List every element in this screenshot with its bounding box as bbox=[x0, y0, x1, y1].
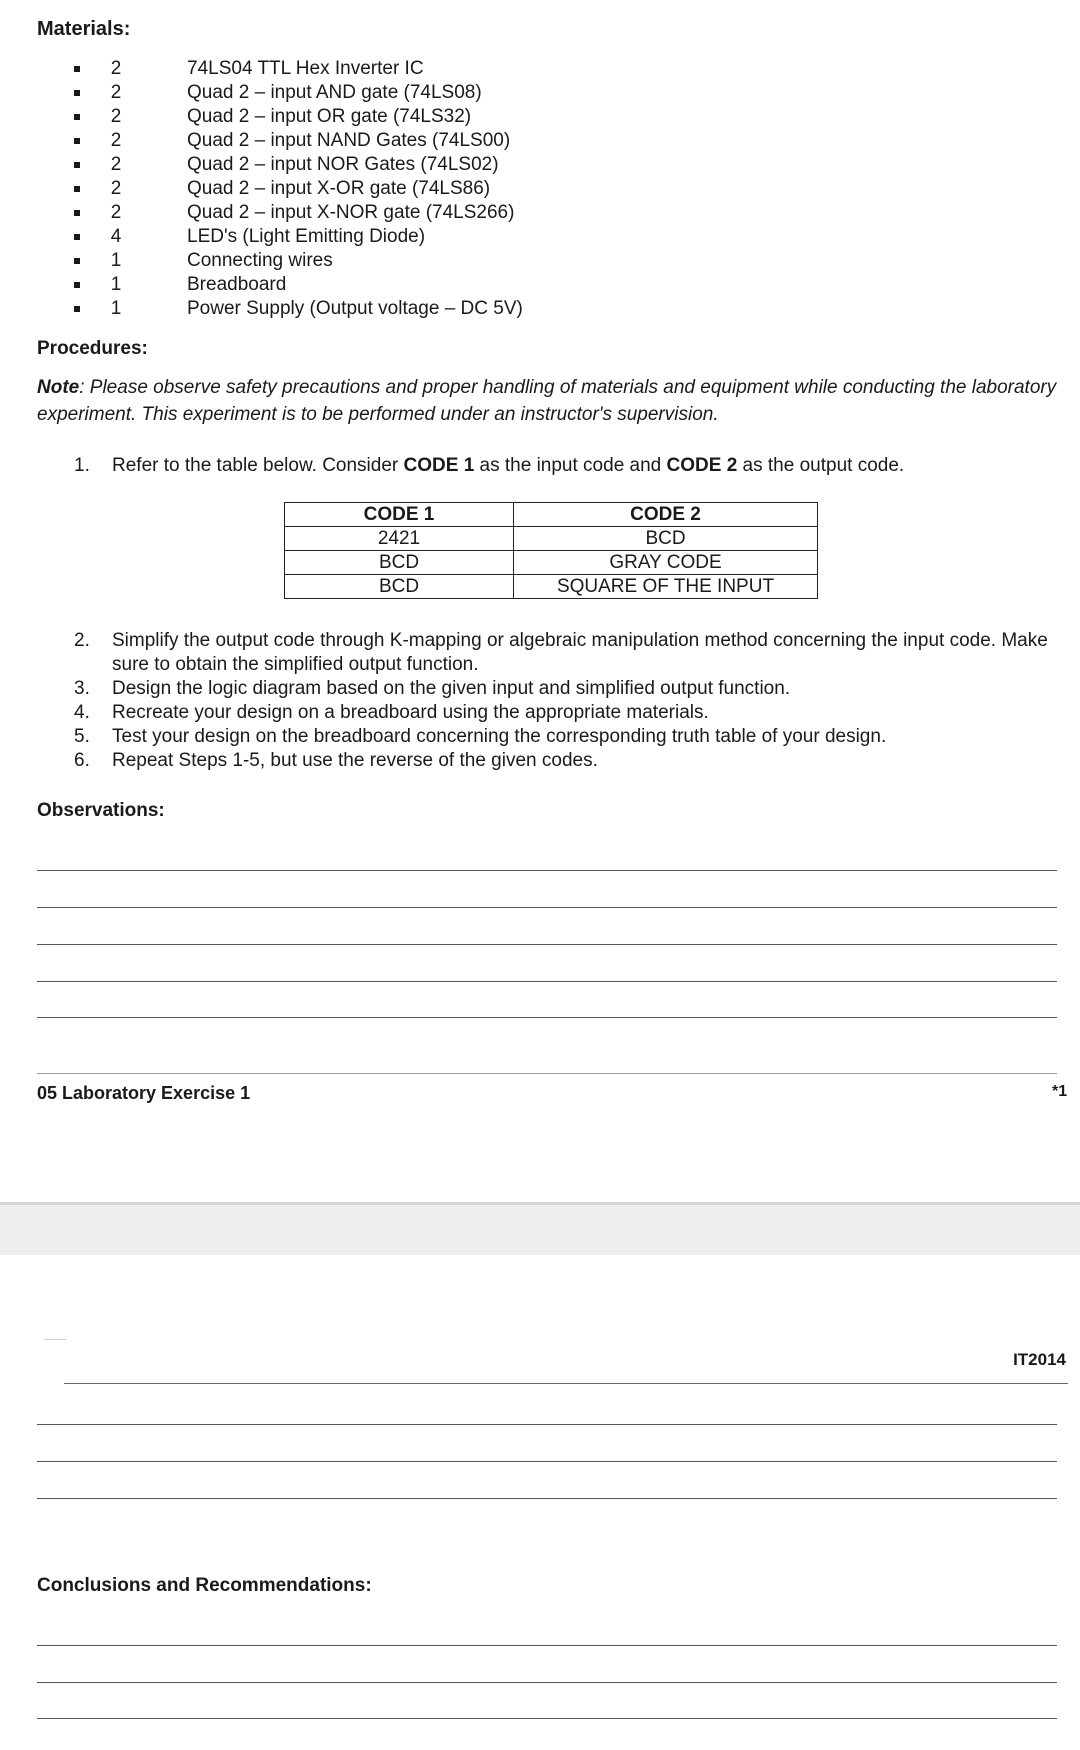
step1-text-post: as the output code. bbox=[737, 455, 905, 476]
bullet-icon bbox=[74, 162, 80, 168]
bullet-icon bbox=[74, 114, 80, 120]
answer-line bbox=[37, 1718, 1057, 1719]
header-mark bbox=[44, 1339, 66, 1340]
step-number: 2. bbox=[74, 630, 90, 651]
bullet-icon bbox=[74, 306, 80, 312]
table-cell: SQUARE OF THE INPUT bbox=[514, 575, 818, 599]
footer-divider bbox=[37, 1073, 1057, 1074]
answer-line bbox=[37, 1645, 1057, 1646]
material-name: Connecting wires bbox=[187, 250, 333, 271]
list-item bbox=[0, 81, 1080, 105]
step-number: 6. bbox=[74, 750, 90, 771]
material-qty: 2 bbox=[110, 106, 122, 127]
list-item bbox=[74, 629, 1054, 677]
list-item bbox=[0, 273, 1080, 297]
answer-line bbox=[37, 1498, 1057, 1499]
material-name: Quad 2 – input NAND Gates (74LS00) bbox=[187, 130, 511, 151]
step-number: 1. bbox=[74, 455, 90, 476]
table-cell: BCD bbox=[285, 575, 514, 599]
course-code: IT2014 bbox=[1013, 1350, 1066, 1369]
step1-text-pre: Refer to the table below. Consider bbox=[112, 455, 404, 476]
code-table bbox=[284, 502, 818, 599]
list-item bbox=[74, 725, 1054, 749]
list-item bbox=[74, 677, 1054, 701]
list-item bbox=[0, 153, 1080, 177]
bullet-icon bbox=[74, 90, 80, 96]
step-number: 4. bbox=[74, 702, 90, 723]
note-label: Note bbox=[37, 377, 80, 398]
answer-line bbox=[37, 981, 1057, 982]
material-name: Quad 2 – input X-NOR gate (74LS266) bbox=[187, 202, 515, 223]
table-header-row bbox=[285, 503, 818, 527]
bullet-icon bbox=[74, 234, 80, 240]
procedures-heading: Procedures: bbox=[37, 338, 148, 359]
page-number: *1 bbox=[1052, 1083, 1068, 1100]
step1-text-mid: as the input code and bbox=[474, 455, 667, 476]
material-name: 74LS04 TTL Hex Inverter IC bbox=[187, 58, 424, 79]
table-cell: GRAY CODE bbox=[514, 551, 818, 575]
footer-title: 05 Laboratory Exercise 1 bbox=[37, 1083, 251, 1103]
safety-note bbox=[37, 374, 1067, 428]
material-name: Quad 2 – input X-OR gate (74LS86) bbox=[187, 178, 491, 199]
list-item bbox=[74, 749, 1054, 773]
bullet-icon bbox=[74, 186, 80, 192]
bullet-icon bbox=[74, 210, 80, 216]
material-qty: 2 bbox=[110, 178, 122, 199]
material-name: Breadboard bbox=[187, 274, 287, 295]
step-text: Design the logic diagram based on the given input and simplified output function. bbox=[112, 678, 791, 699]
conclusions-heading: Conclusions and Recommendations: bbox=[37, 1575, 372, 1596]
answer-line bbox=[37, 944, 1057, 945]
procedure-steps bbox=[74, 629, 1054, 773]
step-text: Simplify the output code through K-mapping or algebraic manipulation method concerning the input code. Make sure to obtain the simplified output function. bbox=[112, 630, 1048, 675]
list-item bbox=[0, 57, 1080, 81]
material-name: Quad 2 – input NOR Gates (74LS02) bbox=[187, 154, 499, 175]
list-item bbox=[0, 105, 1080, 129]
material-qty: 2 bbox=[110, 154, 122, 175]
list-item bbox=[74, 701, 1054, 725]
table-row bbox=[285, 527, 818, 551]
material-qty: 2 bbox=[110, 58, 122, 79]
material-qty: 2 bbox=[110, 82, 122, 103]
table-header-code1: CODE 1 bbox=[285, 503, 514, 527]
material-qty: 2 bbox=[110, 202, 122, 223]
table-cell: BCD bbox=[514, 527, 818, 551]
material-name: LED's (Light Emitting Diode) bbox=[187, 226, 426, 247]
material-name: Quad 2 – input OR gate (74LS32) bbox=[187, 106, 472, 127]
materials-heading: Materials: bbox=[37, 18, 131, 40]
material-name: Quad 2 – input AND gate (74LS08) bbox=[187, 82, 482, 103]
material-qty: 4 bbox=[110, 226, 122, 247]
header-divider bbox=[64, 1383, 1068, 1384]
page-separator bbox=[0, 1202, 1080, 1255]
step-number: 5. bbox=[74, 726, 90, 747]
list-item bbox=[0, 249, 1080, 273]
bullet-icon bbox=[74, 138, 80, 144]
step-text: Test your design on the breadboard concerning the corresponding truth table of your design. bbox=[112, 726, 887, 747]
step1-code1: CODE 1 bbox=[403, 455, 475, 476]
list-item bbox=[0, 129, 1080, 153]
step-number: 3. bbox=[74, 678, 90, 699]
material-qty: 1 bbox=[110, 298, 122, 319]
note-text: : Please observe safety precautions and proper handling of materials and equipment while conducting the laboratory experiment. This experiment is to be performed under an instructor's supervision. bbox=[37, 377, 1057, 425]
table-cell: BCD bbox=[285, 551, 514, 575]
table-cell: 2421 bbox=[285, 527, 514, 551]
material-qty: 1 bbox=[110, 250, 122, 271]
step-text: Repeat Steps 1-5, but use the reverse of the given codes. bbox=[112, 750, 598, 771]
table-header-code2: CODE 2 bbox=[514, 503, 818, 527]
answer-line bbox=[37, 1682, 1057, 1683]
answer-line bbox=[37, 1017, 1057, 1018]
list-item bbox=[0, 201, 1080, 225]
table-row bbox=[285, 551, 818, 575]
list-item bbox=[0, 225, 1080, 249]
material-qty: 1 bbox=[110, 274, 122, 295]
table-row bbox=[285, 575, 818, 599]
list-item bbox=[0, 177, 1080, 201]
material-name: Power Supply (Output voltage – DC 5V) bbox=[187, 298, 523, 319]
material-qty: 2 bbox=[110, 130, 122, 151]
step-text bbox=[112, 455, 904, 477]
answer-line bbox=[37, 870, 1057, 871]
answer-line bbox=[37, 1424, 1057, 1425]
answer-line bbox=[37, 1461, 1057, 1462]
step1-code2: CODE 2 bbox=[666, 455, 738, 476]
list-item bbox=[0, 297, 1080, 321]
bullet-icon bbox=[74, 258, 80, 264]
bullet-icon bbox=[74, 66, 80, 72]
observations-heading: Observations: bbox=[37, 800, 165, 821]
step-text: Recreate your design on a breadboard using the appropriate materials. bbox=[112, 702, 709, 723]
answer-line bbox=[37, 907, 1057, 908]
bullet-icon bbox=[74, 282, 80, 288]
